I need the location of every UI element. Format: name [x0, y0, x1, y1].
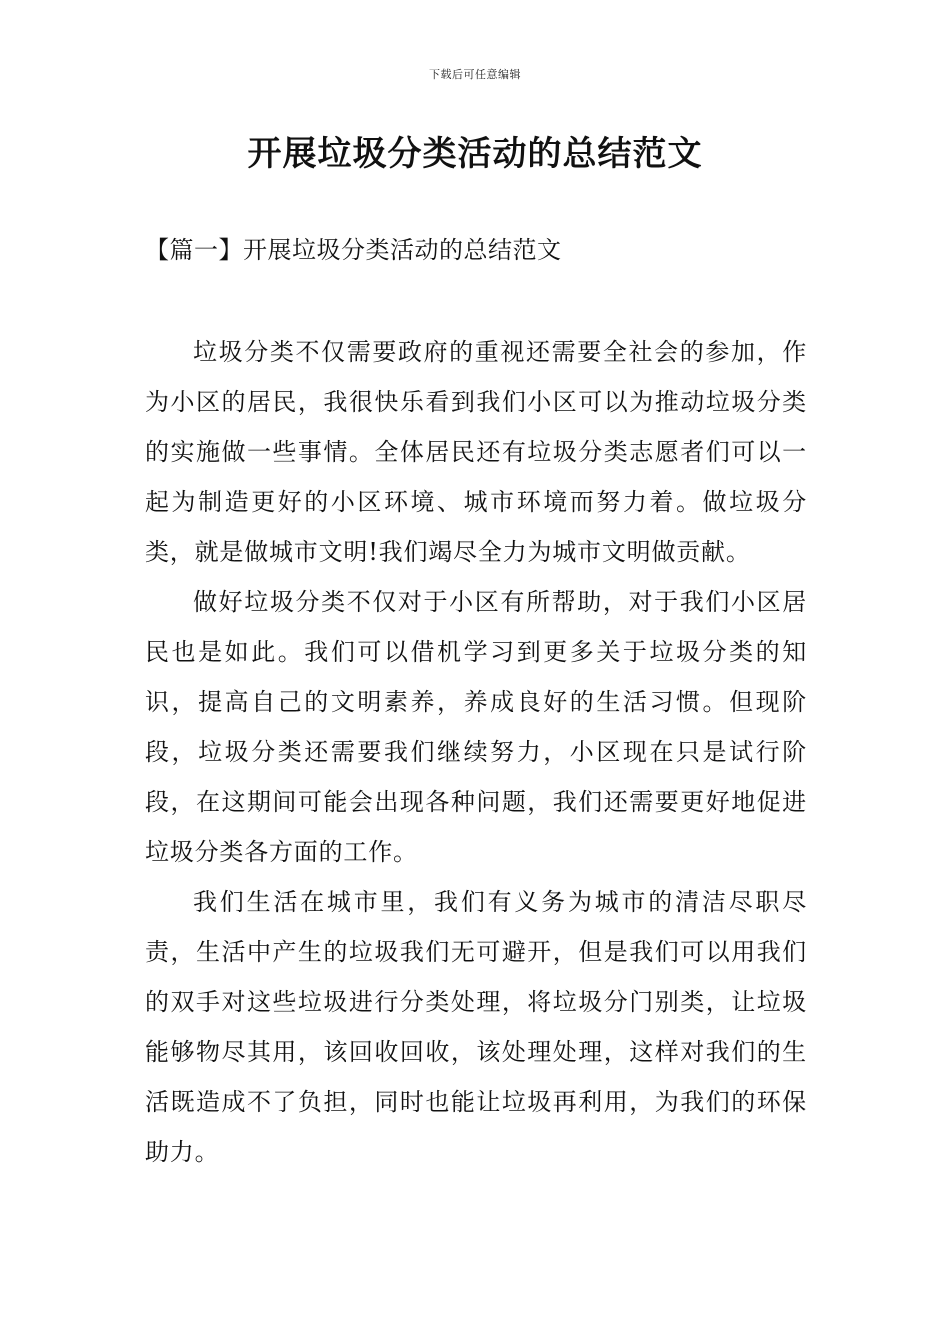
document-body [145, 327, 807, 1177]
document-title: 开展垃圾分类活动的总结范文 [247, 134, 703, 174]
paragraph-3: 我们生活在城市里，我们有义务为城市的清洁尽职尽责，生活中产生的垃圾我们无可避开，但是我们可以用我们的双手对这些垃圾进行分类处理，将垃圾分门别类，让垃圾能够物尽其用，该回收回收，该处理处理，这样对我们的生活既造成不了负担，同时也能让垃圾再利用，为我们的环保助力。 [145, 888, 807, 1166]
section-heading: 【篇一】开展垃圾分类活动的总结范文 [145, 236, 562, 264]
paragraph-1: 垃圾分类不仅需要政府的重视还需要全社会的参加，作为小区的居民，我很快乐看到我们小区可以为推动垃圾分类的实施做一些事情。全体居民还有垃圾分类志愿者们可以一起为制造更好的小区环境、城市环境而努力着。做垃圾分类，就是做城市文明!我们竭尽全力为城市文明做贡献。 [145, 338, 807, 566]
header-note: 下载后可任意编辑 [429, 68, 521, 81]
paragraph-2: 做好垃圾分类不仅对于小区有所帮助，对于我们小区居民也是如此。我们可以借机学习到更多关于垃圾分类的知识，提高自己的文明素养，养成良好的生活习惯。但现阶段，垃圾分类还需要我们继续努力，小区现在只是试行阶段，在这期间可能会出现各种问题，我们还需要更好地促进垃圾分类各方面的工作。 [145, 588, 807, 866]
